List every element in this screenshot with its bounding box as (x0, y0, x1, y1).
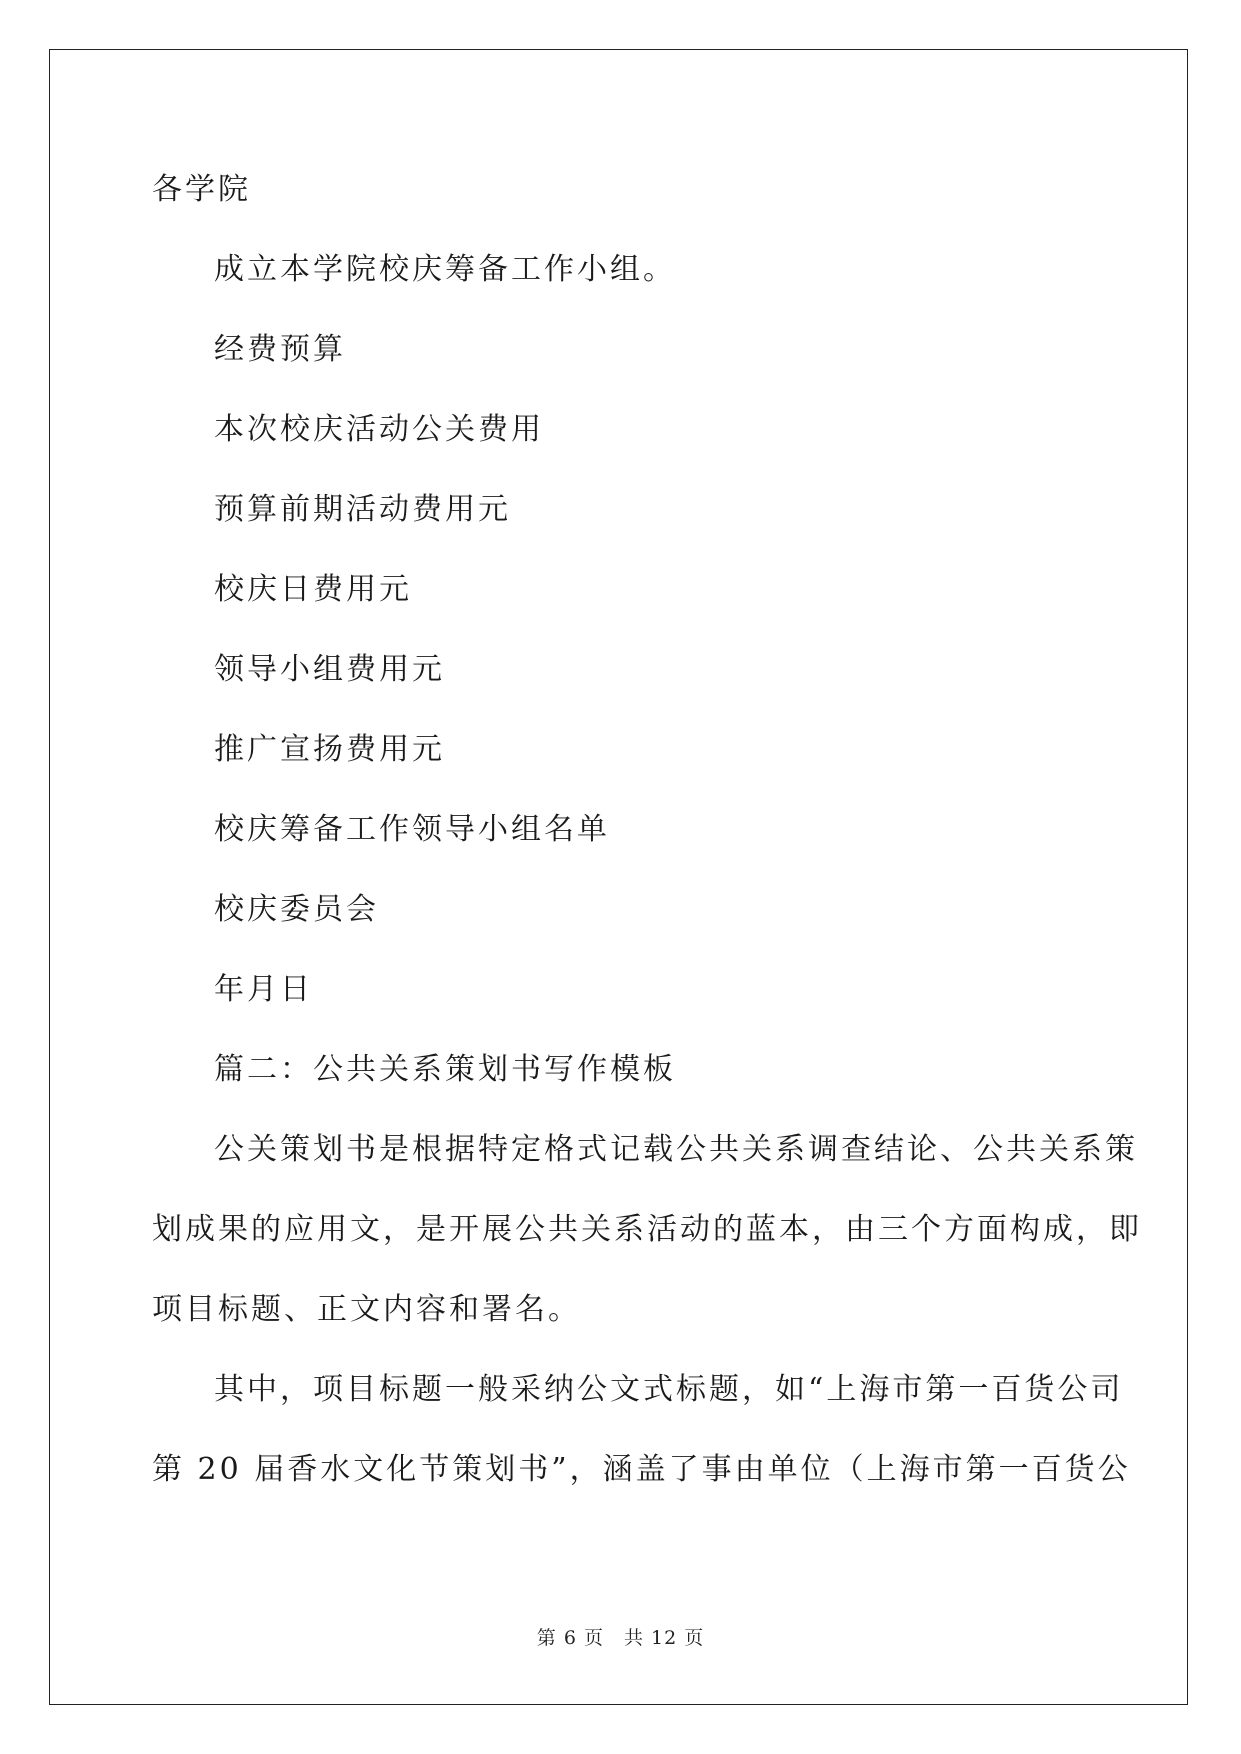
paragraph-line: 划成果的应用文，是开展公共关系活动的蓝本，由三个方面构成，即 (152, 1212, 1142, 1247)
paragraph-line: 其中，项目标题一般采纳公文式标题，如“上海市第一百货公司 (214, 1372, 1124, 1407)
section-heading: 篇二：公共关系策划书写作模板 (214, 1052, 676, 1087)
text-line: 年月日 (214, 972, 313, 1007)
text-line: 领导小组费用元 (214, 652, 445, 687)
text-line: 经费预算 (214, 332, 346, 367)
text-line: 校庆日费用元 (214, 572, 412, 607)
text-line: 校庆筹备工作领导小组名单 (214, 812, 610, 847)
paragraph-line: 第 20 届香水文化节策划书”，涵盖了事由单位（上海市第一百货公 (152, 1452, 1131, 1487)
text-line: 各学院 (152, 172, 251, 207)
text-line: 本次校庆活动公关费用 (214, 412, 544, 447)
text-line: 推广宣扬费用元 (214, 732, 445, 767)
text-line: 成立本学院校庆筹备工作小组。 (214, 252, 676, 287)
paragraph-line: 公关策划书是根据特定格式记载公共关系调查结论、公共关系策 (214, 1132, 1138, 1167)
text-line: 预算前期活动费用元 (214, 492, 511, 527)
text-line: 校庆委员会 (214, 892, 379, 927)
page-number: 第 6 页 共 12 页 (536, 1627, 705, 1649)
paragraph-line: 项目标题、正文内容和署名。 (152, 1292, 581, 1327)
